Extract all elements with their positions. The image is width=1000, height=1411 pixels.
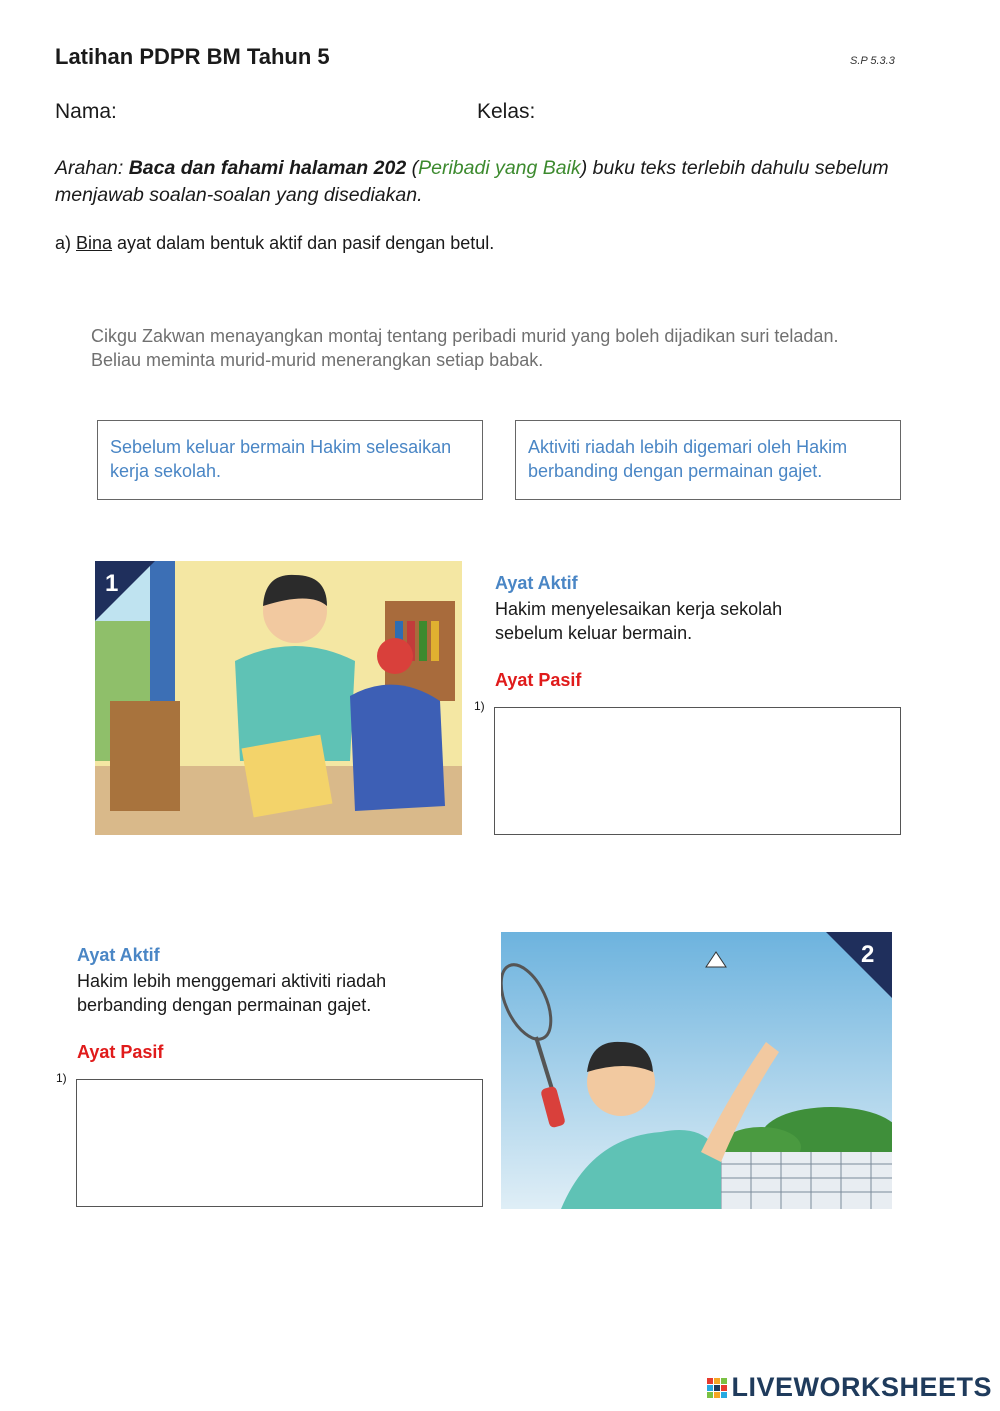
scene-1-aktif-label: Ayat Aktif xyxy=(495,573,578,593)
intro-text: Cikgu Zakwan menayangkan montaj tentang peribadi murid yang boleh dijadikan suri teladan. Beliau meminta murid-murid menerangkan setiap babak. xyxy=(91,326,839,370)
instructions-rest: ) buku teks terlebih dahulu sebelum menjawab soalan-soalan yang disediakan. xyxy=(55,157,889,206)
logo-grid-icon xyxy=(707,1378,727,1398)
instructions-topic: Peribadi yang Baik xyxy=(418,157,581,179)
scene-1-pasif-label: Ayat Pasif xyxy=(495,670,582,690)
standard-code: S.P 5.3.3 xyxy=(850,55,895,67)
question-rest: ayat dalam bentuk aktif dan pasif dengan betul. xyxy=(112,233,495,253)
logo-text: LIVEWORKSHEETS xyxy=(731,1372,992,1402)
kelas-label: Kelas: xyxy=(477,100,536,123)
question-prefix: a) xyxy=(55,233,77,253)
instructions-bold: Baca dan fahami halaman 202 xyxy=(128,157,407,179)
drag-option-1[interactable]: Sebelum keluar bermain Hakim selesaikan kerja sekolah. xyxy=(97,420,483,500)
scene-2-illustration xyxy=(501,932,892,1209)
scene-2-answer-number: 1) xyxy=(56,1071,67,1085)
liveworksheets-logo xyxy=(707,1372,992,1403)
scene-2-answer-box[interactable] xyxy=(76,1079,483,1207)
scene-2-aktif-label: Ayat Aktif xyxy=(77,945,160,965)
instructions-prefix: Arahan: xyxy=(55,157,129,179)
nama-label: Nama: xyxy=(55,100,117,123)
question-underlined: Bina xyxy=(76,233,113,253)
scene-2-badge: 2 xyxy=(861,941,875,968)
instructions-paren: ( xyxy=(406,157,419,179)
page-title: Latihan PDPR BM Tahun 5 xyxy=(55,44,330,69)
scene-1-aktif-sentence: Hakim menyelesaikan kerja sekolah sebelum keluar bermain. xyxy=(495,599,783,643)
instructions xyxy=(55,155,935,209)
question-a xyxy=(55,233,494,254)
drag-option-2[interactable]: Aktiviti riadah lebih digemari oleh Hakim berbanding dengan permainan gajet. xyxy=(515,420,901,500)
scene-1-illustration xyxy=(95,561,462,835)
scene-1-answer-box[interactable] xyxy=(494,707,901,835)
scene-2-pasif-label: Ayat Pasif xyxy=(77,1042,164,1062)
scene-1-answer-number: 1) xyxy=(474,699,485,713)
scene-1-badge: 1 xyxy=(105,570,119,597)
scene-2-aktif-sentence: Hakim lebih menggemari aktiviti riadah berbanding dengan permainan gajet. xyxy=(77,971,387,1015)
